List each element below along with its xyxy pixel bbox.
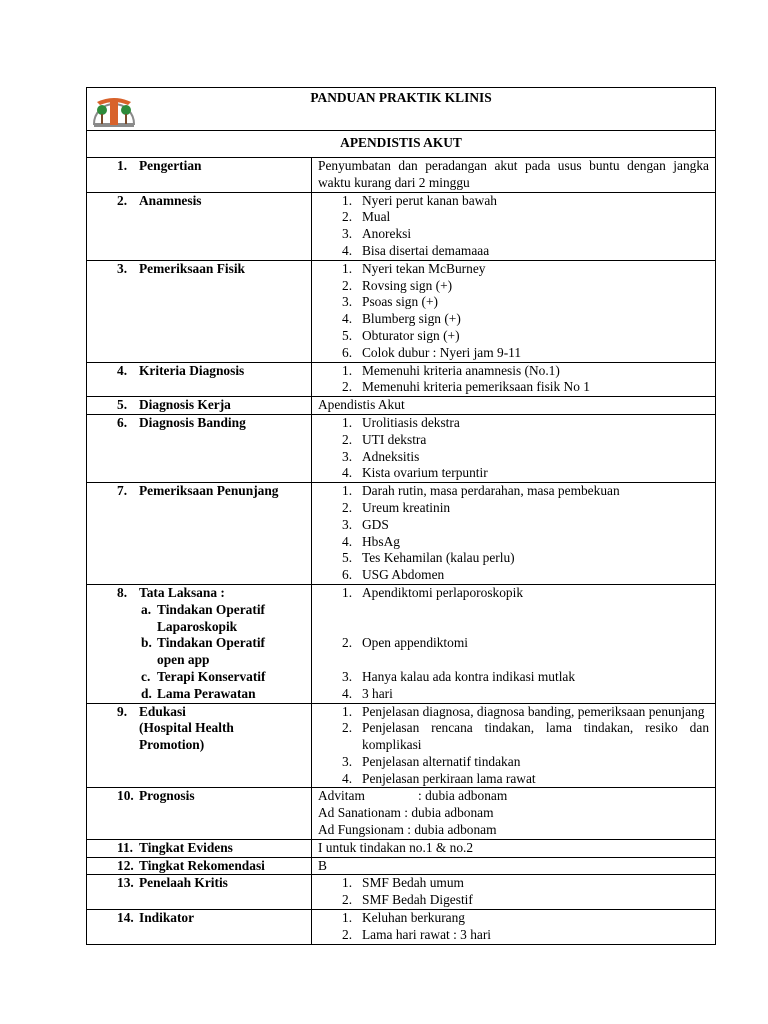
row-content	[312, 875, 716, 910]
list-item: 5. Tes Kehamilan (kalau perlu)	[342, 550, 515, 566]
header-cell	[87, 88, 716, 131]
row-label: 9. Edukasi (Hospital Health Promotion)	[87, 703, 312, 788]
sub-label: b. Tindakan Operatif	[141, 635, 266, 651]
list-item: 6. USG Abdomen	[342, 567, 445, 583]
list-item: 2. Memenuhi kriteria pemeriksaan fisik No 1	[342, 379, 590, 395]
list-item: 2. Open appendiktomi	[342, 635, 468, 651]
row-label: 11. Tingkat Evidens	[87, 839, 312, 857]
list-item: 3. Psoas sign (+)	[342, 294, 438, 310]
list-item: 1. Memenuhi kriteria anamnesis (No.1)	[342, 362, 560, 378]
table-row	[87, 857, 716, 875]
list-item: 5. Obturator sign (+)	[342, 327, 460, 343]
table-row	[87, 483, 716, 585]
list-item: 4. Penjelasan perkiraan lama rawat	[342, 770, 536, 786]
prognosis-line: Ad Fungsionam : dubia adbonam	[318, 822, 497, 838]
table-row	[87, 584, 716, 703]
document-title: PANDUAN PRAKTIK KLINIS	[310, 90, 492, 105]
sub-label: d. Lama Perawatan	[141, 685, 256, 701]
row-content	[312, 414, 716, 482]
list-item: 1. Keluhan berkurang	[342, 910, 465, 926]
list-item: 2. Rovsing sign (+)	[342, 277, 453, 293]
list-item: 2. Lama hari rawat : 3 hari	[342, 926, 492, 942]
list-item: 6. Colok dubur : Nyeri jam 9-11	[342, 344, 522, 360]
table-row	[87, 362, 716, 397]
row-content	[312, 260, 716, 362]
list-item: 3. Penjelasan alternatif tindakan	[342, 753, 521, 769]
list-item: 2. UTI dekstra	[342, 431, 427, 447]
table-row	[87, 875, 716, 910]
list-item: 1. Urolitiasis dekstra	[342, 414, 460, 430]
table-row	[87, 260, 716, 362]
row-content	[312, 483, 716, 585]
row-content	[312, 703, 716, 788]
list-item: 3. Anoreksi	[342, 226, 412, 242]
hospital-logo-icon	[91, 90, 137, 128]
list-item: 2. Penjelasan rencana tindakan, lama tindakan, resiko dan komplikasi	[342, 720, 710, 753]
list-item: 1. Nyeri perut kanan bawah	[342, 192, 497, 208]
row-text: Apendistis Akut	[318, 397, 405, 413]
guideline-table	[86, 87, 716, 945]
row-label: 12. Tingkat Rekomendasi	[87, 857, 312, 875]
row-content	[312, 158, 716, 193]
list-item: 4. Kista ovarium terpuntir	[342, 465, 488, 481]
list-item: 2. Ureum kreatinin	[342, 499, 451, 515]
row-content	[312, 788, 716, 839]
row-content	[312, 910, 716, 945]
row-paragraph: Penyumbatan dan peradangan akut pada usus buntu dengan jangka waktu kurang dari 2 minggu	[318, 158, 710, 190]
row-label: 13. Penelaah Kritis	[87, 875, 312, 910]
row-label: 5. Diagnosis Kerja	[87, 397, 312, 415]
table-row	[87, 397, 716, 415]
table-row	[87, 703, 716, 788]
sub-label-cont: Laparoskopik	[157, 618, 238, 634]
list-item: 3. GDS	[342, 516, 389, 532]
row-label: 3. Pemeriksaan Fisik	[87, 260, 312, 362]
row-label: 2. Anamnesis	[87, 192, 312, 260]
prognosis-line: Advitam : dubia adbonam	[318, 788, 508, 804]
table-row	[87, 910, 716, 945]
row-content	[312, 857, 716, 875]
table-row	[87, 192, 716, 260]
prognosis-line: Ad Sanationam : dubia adbonam	[318, 805, 494, 821]
row-content	[312, 362, 716, 397]
row-content	[312, 192, 716, 260]
row-label: 6. Diagnosis Banding	[87, 414, 312, 482]
row-content	[312, 397, 716, 415]
table-row	[87, 158, 716, 193]
list-item: 4. HbsAg	[342, 533, 400, 549]
list-item: 3. Hanya kalau ada kontra indikasi mutlak	[342, 668, 576, 684]
table-row	[87, 788, 716, 839]
header-row	[87, 88, 716, 131]
row-content	[312, 584, 716, 703]
list-item: 4. Blumberg sign (+)	[342, 311, 461, 327]
row-label: 8. Tata Laksana : a. Tindakan Operatif Laparoskopik b. Tindakan Operatif open app c. Terapi Konservatif d. Lama Perawatan	[87, 584, 312, 703]
list-item: 4. 3 hari	[342, 685, 393, 701]
row-text: B	[318, 857, 327, 873]
list-item: 4. Bisa disertai demamaaa	[342, 242, 490, 258]
sub-label: c. Terapi Konservatif	[141, 668, 266, 684]
row-label: 14. Indikator	[87, 910, 312, 945]
row-label: 1. Pengertian	[87, 158, 312, 193]
sub-label-cont: open app	[157, 652, 210, 668]
row-content	[312, 839, 716, 857]
sub-label: a. Tindakan Operatif	[141, 601, 266, 617]
document-subtitle: APENDISTIS AKUT	[340, 135, 462, 150]
list-item: 3. Adneksitis	[342, 448, 420, 464]
list-item: 1. Apendiktomi perlaporoskopik	[342, 584, 524, 600]
table-row	[87, 839, 716, 857]
clinical-guideline-document	[86, 87, 716, 945]
list-item: 1. SMF Bedah umum	[342, 875, 464, 891]
list-item: 2. Mual	[342, 209, 391, 225]
subtitle-cell	[87, 131, 716, 158]
list-item: 1. Penjelasan diagnosa, diagnosa banding, pemeriksaan penunjang	[342, 703, 705, 719]
row-text: I untuk tindakan no.1 & no.2	[318, 839, 474, 855]
row-label: 10. Prognosis	[87, 788, 312, 839]
table-row	[87, 414, 716, 482]
list-item: 1. Nyeri tekan McBurney	[342, 260, 486, 276]
row-label: 4. Kriteria Diagnosis	[87, 362, 312, 397]
list-item: 2. SMF Bedah Digestif	[342, 892, 473, 908]
row-label: 7. Pemeriksaan Penunjang	[87, 483, 312, 585]
subtitle-row	[87, 131, 716, 158]
list-item: 1. Darah rutin, masa perdarahan, masa pembekuan	[342, 483, 620, 499]
